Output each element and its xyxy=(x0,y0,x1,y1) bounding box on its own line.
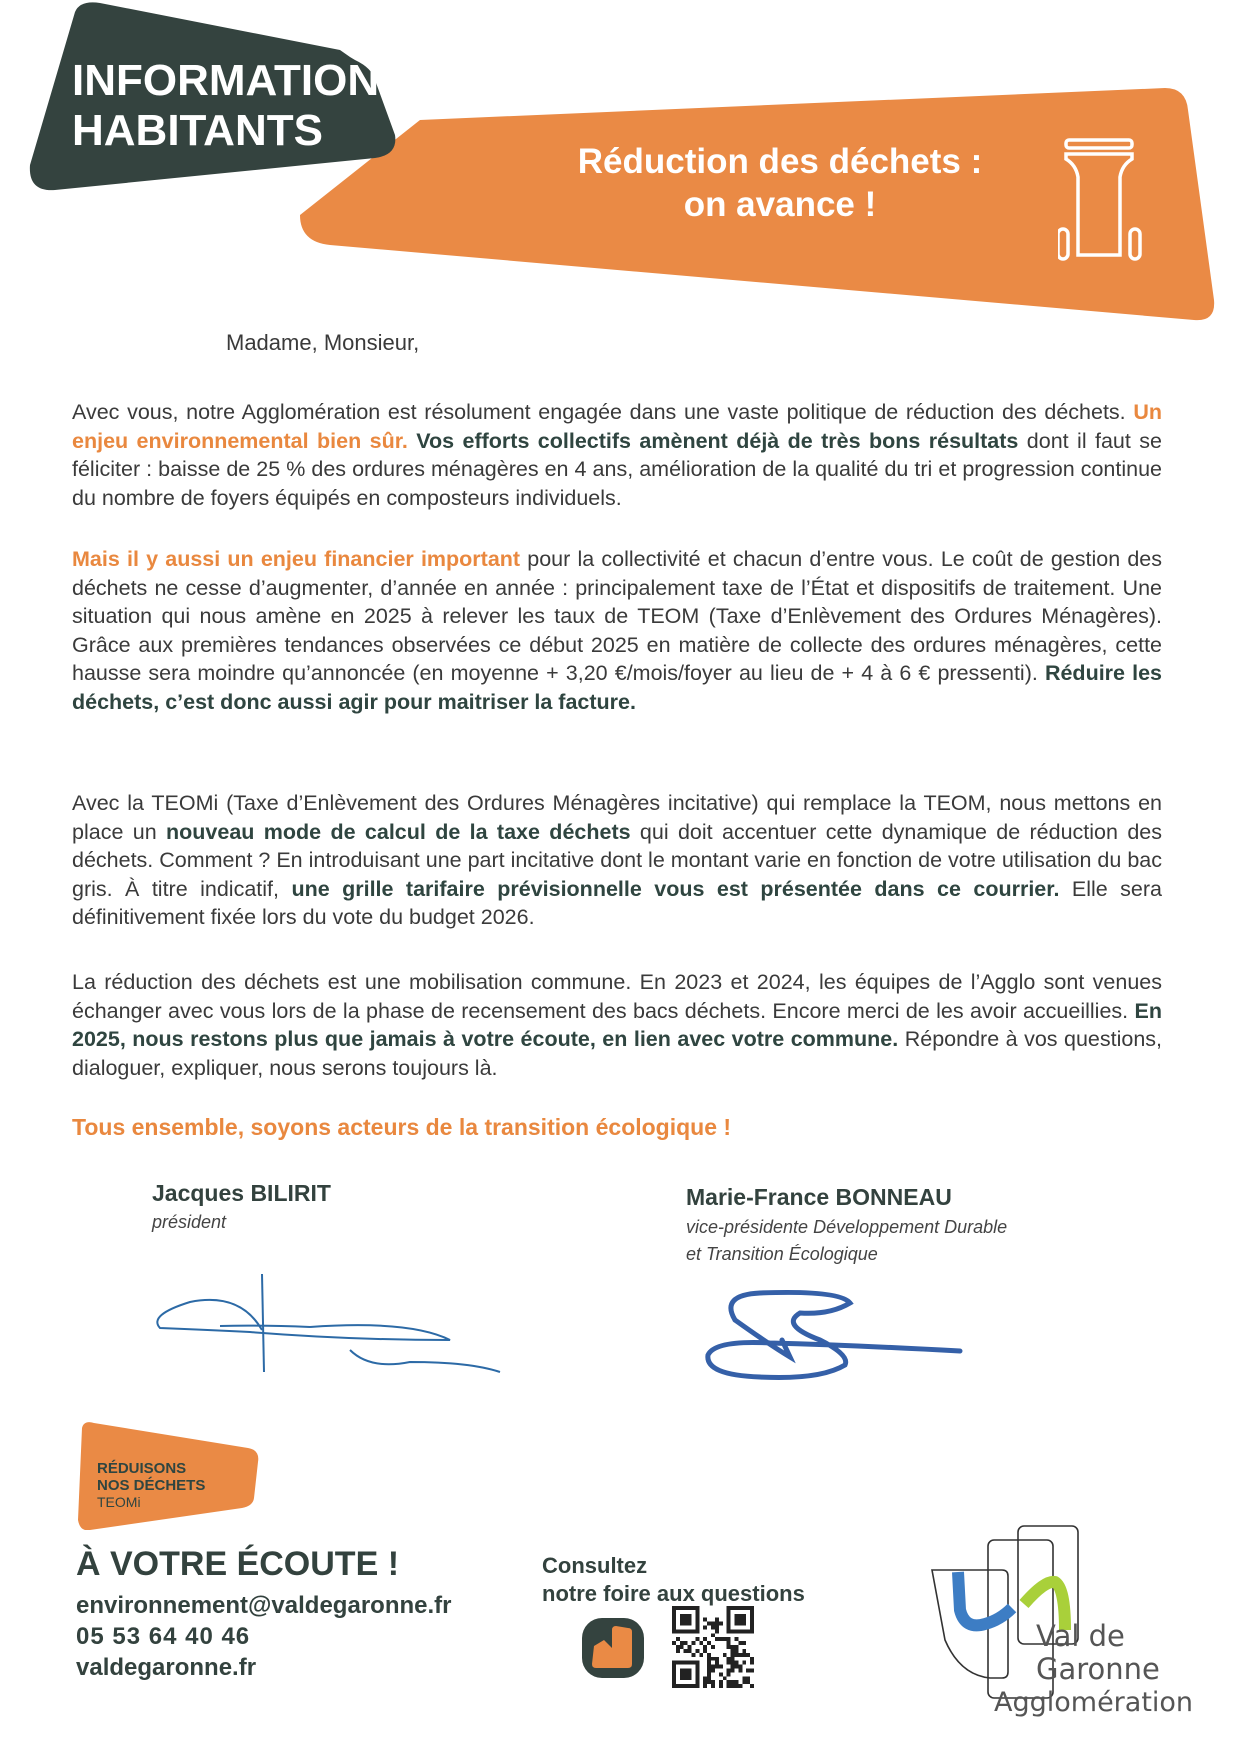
paragraph-2 xyxy=(72,545,1162,716)
teomi-badge xyxy=(97,1460,205,1511)
highlight-orange: Un enjeu environnemental bien sûr. xyxy=(72,400,1162,453)
contact-phone[interactable]: 05 53 64 40 46 xyxy=(76,1623,251,1650)
highlight-bold: En 2025, nous restons plus que jamais à votre écoute, en lien avec votre commune. xyxy=(72,998,1162,1051)
paragraph-4 xyxy=(72,968,1162,1082)
highlight-orange: Mais il y aussi un enjeu financier important xyxy=(72,547,521,571)
text-segment: Elle sera définitivement fixée lors du vote du budget 2026. xyxy=(72,876,1162,929)
signature-1 xyxy=(150,1270,510,1380)
text-segment: Avec la TEOMi (Taxe d’Enlèvement des Ordures Ménagères incitative) qui remplace la TEOM, nous mettons en place un xyxy=(72,791,1162,844)
header-subtitle-line1: Réduction des déchets : xyxy=(577,142,983,181)
contact-email-link[interactable]: environnement@valdegaronne.fr xyxy=(76,1592,452,1619)
text-segment: pour la collectivité et chacun d’entre vous. Le coût de gestion des déchets ne cesse d’augmenter, d’année en année : principalement taxe de l’État et dispositifs de traitement. Une situation qui nous amène en 2025 à relever les taux de TEOM (Taxe d’Enlèvement des Ordures Ménagères). Grâce aux premières tendances observées ce début 2025 en matière de collecte des ordures ménagères, cette hausse sera moindre qu’annoncée (en moyenne + 3,20 €/mois/foyer au lieu de + 4 à 6 € pressenti). xyxy=(72,547,1162,685)
contact-title: À VOTRE ÉCOUTE ! xyxy=(76,1545,400,1583)
text-segment xyxy=(408,429,416,453)
faq-line1: Consultez xyxy=(542,1553,648,1578)
header-subtitle xyxy=(530,140,1030,226)
text-segment: Répondre à vos questions, dialoguer, expliquer, nous serons toujours là. xyxy=(72,1027,1163,1080)
signatory-2-role-line1: vice-présidente Développement Durable xyxy=(686,1217,1008,1237)
signatory-2-role-line2: et Transition Écologique xyxy=(686,1244,878,1264)
contact-website-link[interactable]: valdegaronne.fr xyxy=(76,1654,257,1681)
text-segment: dont il faut se féliciter : baisse de 25 % des ordures ménagères en 4 ans, amélioration de la qualité du tri et progression continue du nombre de foyers équipés en composteurs individuels. xyxy=(72,428,1162,510)
badge-line2: NOS DÉCHETS xyxy=(97,1477,206,1494)
faq-text xyxy=(542,1552,805,1608)
badge-line3: TEOMi xyxy=(97,1494,141,1510)
paragraph-3 xyxy=(72,789,1162,932)
closing-line: Tous ensemble, soyons acteurs de la transition écologique ! xyxy=(72,1114,732,1140)
header-title-line1: INFORMATION xyxy=(72,56,380,105)
highlight-bold: nouveau mode de calcul de la taxe déchets xyxy=(166,819,631,844)
logo-line3: Agglomération xyxy=(994,1687,1194,1718)
text-segment: Avec vous, notre Agglomération est résolument engagée dans une vaste politique de réduction des déchets. xyxy=(72,400,1134,424)
highlight-bold: Vos efforts collectifs amènent déjà de très bons résultats xyxy=(416,428,1019,453)
header-title-line2: HABITANTS xyxy=(72,106,323,155)
highlight-bold: Réduire les déchets, c’est donc aussi agir pour maitriser la facture. xyxy=(72,661,1162,714)
signatory-2-name: Marie-France BONNEAU xyxy=(686,1184,952,1210)
logo-line2: Garonne xyxy=(1036,1652,1160,1686)
badge-line1: RÉDUISONS xyxy=(97,1460,187,1477)
arrow-down-right-icon xyxy=(580,1616,646,1680)
text-segment: qui doit accentuer cette dynamique de réduction des déchets. Comment ? En introduisant une part incitative dont le montant varie en fonction de votre utilisation du bac gris. À titre indicatif, xyxy=(72,819,1162,901)
header-subtitle-line2: on avance ! xyxy=(683,185,877,224)
signatory-2-role xyxy=(686,1214,1007,1268)
signature-2 xyxy=(700,1285,970,1385)
header-title xyxy=(72,56,379,156)
signatory-1-name: Jacques BILIRIT xyxy=(152,1180,331,1206)
highlight-bold: une grille tarifaire prévisionnelle vous est présentée dans ce courrier. xyxy=(291,876,1060,901)
text-segment: La réduction des déchets est une mobilisation commune. En 2023 et 2024, les équipes de l’Agglo sont venues échanger avec vous lors de la phase de recensement des bacs déchets. Encore merci de les avoir accueillies. xyxy=(72,970,1162,1023)
wheelie-bin-icon xyxy=(1058,137,1142,267)
salutation: Madame, Monsieur, xyxy=(226,330,420,355)
paragraph-1 xyxy=(72,398,1162,512)
signatory-1-role: président xyxy=(152,1212,227,1232)
qr-code-icon[interactable] xyxy=(672,1606,754,1688)
logo-line1: Val de xyxy=(1036,1619,1125,1653)
faq-line2: notre foire aux questions xyxy=(542,1581,805,1606)
